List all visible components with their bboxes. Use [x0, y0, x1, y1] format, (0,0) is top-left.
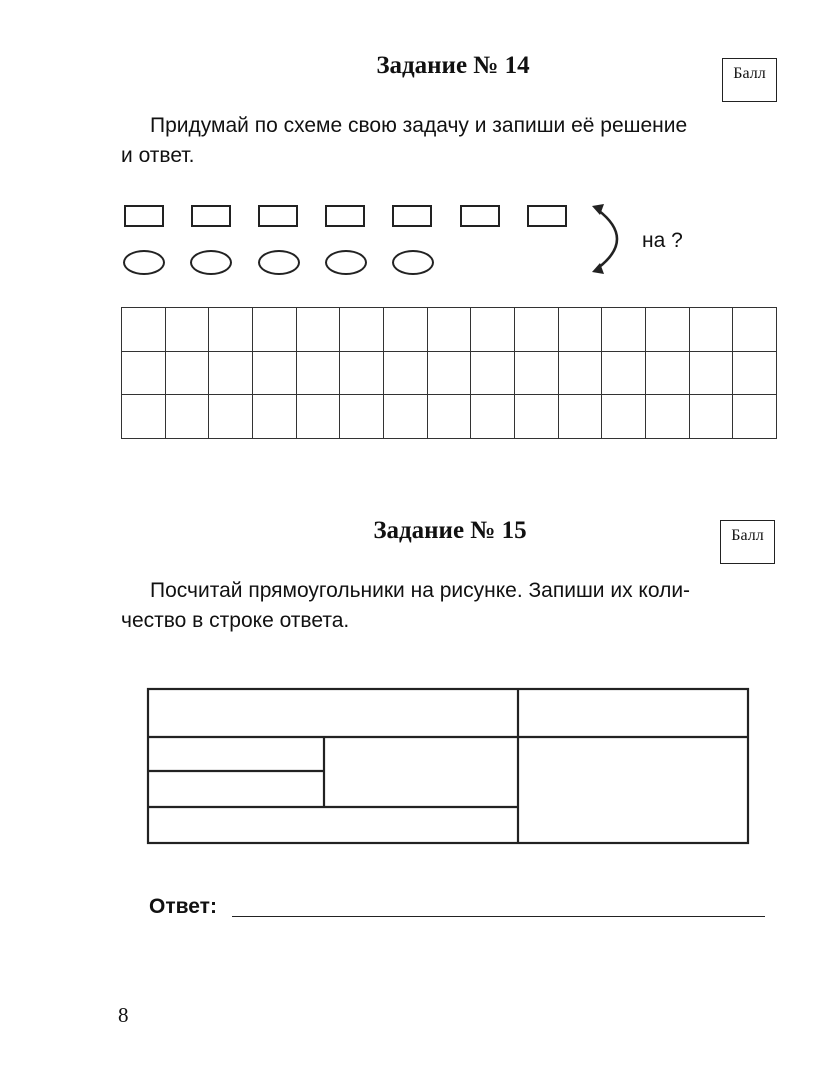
scheme-rectangle — [392, 205, 432, 227]
task14-score-box: Балл — [722, 58, 777, 102]
scheme-rectangle — [460, 205, 500, 227]
task15-text-line2: чество в строке ответа. — [121, 609, 350, 632]
task14-title: Задание № 14 — [376, 52, 530, 79]
scheme-ellipse — [190, 250, 232, 275]
task15-text-line1: Посчитай прямоугольники на рисунке. Запиши их коли- — [150, 579, 691, 602]
task14-text-line2: и ответ. — [121, 144, 195, 167]
page-number: 8 — [118, 1003, 129, 1027]
scheme-ellipse — [325, 250, 367, 275]
scheme-rectangle — [527, 205, 567, 227]
scheme-compare-label: на ? — [642, 229, 683, 252]
scheme-ellipse — [258, 250, 300, 275]
grid-row — [122, 395, 777, 439]
grid-row — [122, 308, 777, 352]
curved-arrow-icon — [588, 198, 636, 280]
answer-label: Ответ: — [149, 895, 217, 918]
scheme-rectangle — [191, 205, 231, 227]
task15-title: Задание № 15 — [373, 517, 527, 544]
task15-score-box: Балл — [720, 520, 775, 564]
scheme-rectangle — [124, 205, 164, 227]
task14-text-line1: Придумай по схеме свою задачу и запиши её решение — [150, 114, 688, 137]
scheme-ellipse — [123, 250, 165, 275]
scheme-rectangle — [258, 205, 298, 227]
answer-line[interactable] — [232, 916, 765, 917]
scheme-rectangle — [325, 205, 365, 227]
rectangles-figure — [145, 686, 751, 846]
answer-grid[interactable] — [121, 307, 777, 439]
scheme-ellipse — [392, 250, 434, 275]
grid-row — [122, 351, 777, 395]
figure-outer-rectangle — [148, 689, 748, 843]
